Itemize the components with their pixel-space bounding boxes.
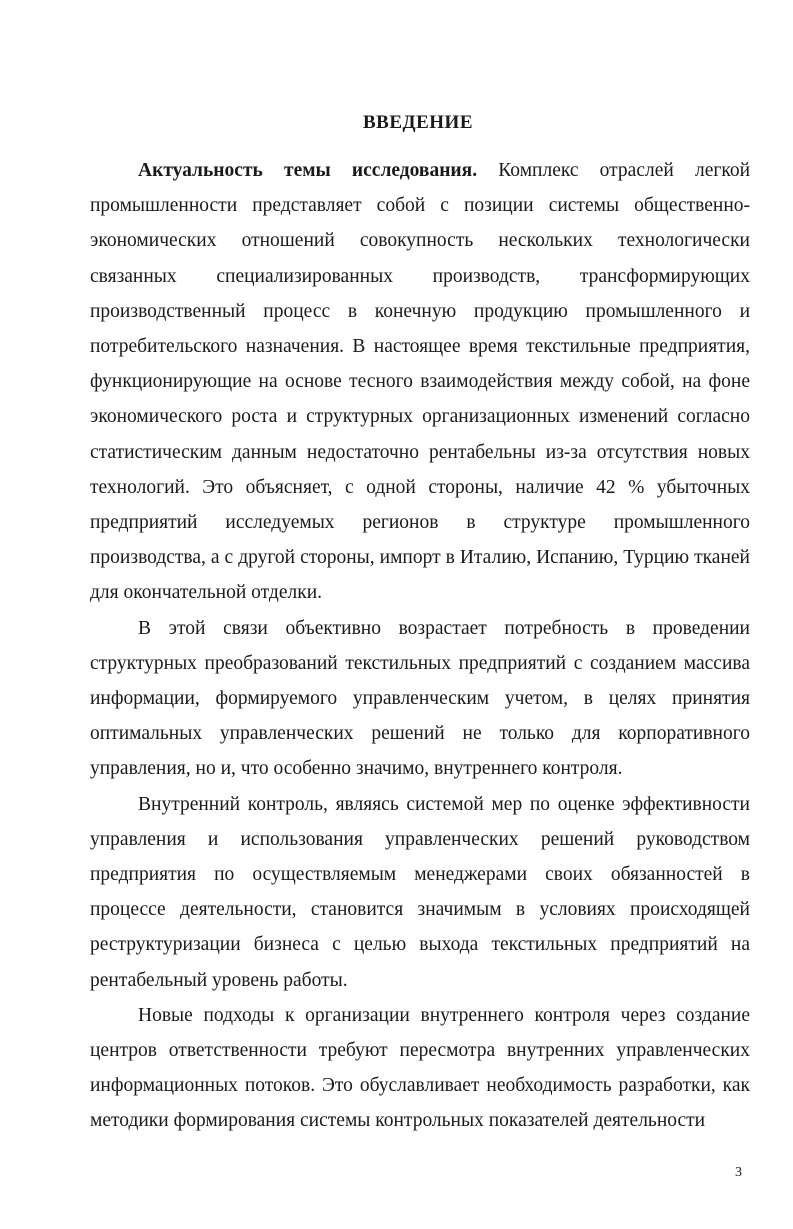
paragraph-new-approaches: Новые подходы к организации внутреннего контроля через создание центров ответственности требуют пересмотра внутренних управленческих информационных потоков. Это обуславливает необходимость разработки, как методики формирования системы контрольных показателей деятельности [90,1004,750,1132]
paragraph-relevance [90,153,750,611]
paragraph-text: Комплекс отраслей легкой промышленности представляет собой с позиции системы общественно-экономических отношений совокупность нескольких технологически связанных специализированных производств, трансформирующих производственный процесс в конечную продукцию промышленного и потребительского назначения. В настоящее время текстильные предприятия, функционирующие на основе тесного взаимодействия между собой, на фоне экономического роста и структурных организационных изменений согласно статистическим данным недостаточно рентабельны из-за отсутствия новых технологий. Это объясняет, с одной стороны, наличие 42 % убыточных предприятий исследуемых регионов в структуре промышленного производства, а с другой стороны, импорт в Италию, Испанию, Турцию тканей для окончательной отделки. [90,160,751,604]
paragraph-lead: Актуальность темы исследования. [138,160,478,181]
section-title: ВВЕДЕНИЕ [363,112,473,133]
paragraph-structural-changes: В этой связи объективно возрастает потребность в проведении структурных преобразований текстильных предприятий с созданием массива информации, формируемого управленческим учетом, в целях принятия оптимальных управленческих решений не только для корпоративного управления, но и, что особенно значимо, внутреннего контроля. [90,617,750,780]
paragraph-internal-control: Внутренний контроль, являясь системой мер по оценке эффективности управления и использования управленческих решений руководством предприятия по осуществляемым менеджерами своих обязанностей в процессе деятельности, становится значимым в условиях происходящей реструктуризации бизнеса с целью выхода текстильных предприятий на рентабельный уровень работы. [90,793,750,991]
body-text [90,153,750,1139]
page-number: 3 [735,1165,742,1180]
